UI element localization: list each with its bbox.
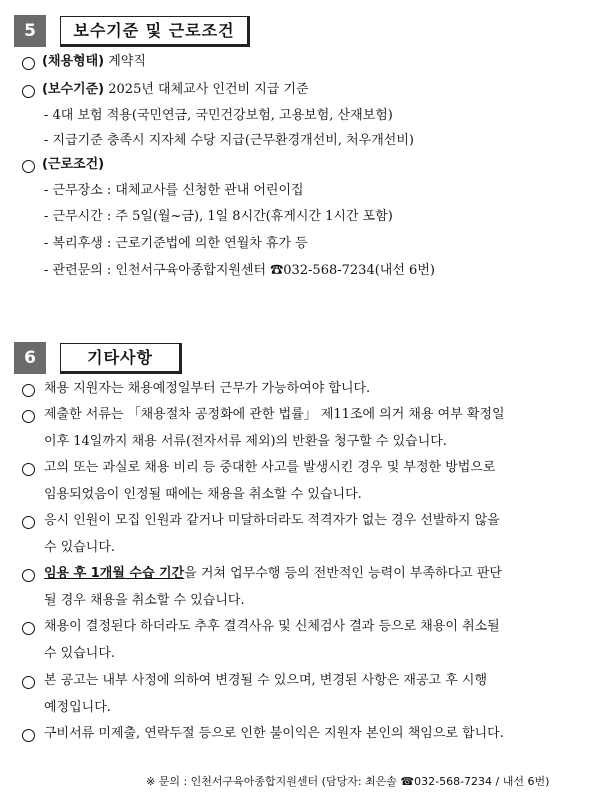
bullet-circle-icon (22, 85, 35, 98)
bullet-circle-icon (22, 160, 35, 173)
note-4-line-1: 응시 인원이 모집 인원과 같거나 미달하더라도 적격자가 없는 경우 선발하지 않을 (44, 513, 500, 528)
bullet-circle-icon (22, 569, 35, 582)
pay-sub-insurance: - 4대 보험 적용(국민연금, 국민건강보험, 고용보험, 산재보험) (44, 108, 393, 123)
cond-contact: - 관련문의 : 인천서구육아종합지원센터 ☎032-568-7234(내선 6번) (44, 263, 435, 278)
pay-standard-value: 2025년 대체교사 인건비 지급 기준 (104, 82, 309, 97)
note-8: 구비서류 미제출, 연락두절 등으로 인한 불이익은 지원자 본인의 책임으로 합니다. (44, 726, 504, 741)
employment-type-label: (채용형태) (42, 54, 105, 69)
note-6-line-1: 채용이 결정된다 하더라도 추후 결격사유 및 신체검사 결과 등으로 채용이 취소될 (44, 619, 500, 634)
bullet-circle-icon (22, 622, 35, 635)
note-2-line-1: 제출한 서류는 「채용절차 공정화에 관한 법률」 제11조에 의거 채용 여부 확정일 (44, 407, 505, 422)
section-6-number: 6 (14, 342, 46, 374)
bullet-circle-icon (22, 57, 35, 70)
cond-benefits: - 복리후생 : 근로기준법에 의한 연월차 휴가 등 (44, 236, 308, 251)
employment-type-line (42, 53, 146, 71)
probation-period-highlight: 임용 후 1개월 수습 기간 (44, 566, 185, 581)
bullet-circle-icon (22, 384, 35, 397)
note-3-line-2: 임용되었음이 인정될 때에는 채용을 취소할 수 있습니다. (44, 487, 362, 502)
employment-type-value: 계약직 (104, 54, 146, 69)
cond-workplace: - 근무장소 : 대체교사를 신청한 관내 어린이집 (44, 183, 304, 198)
note-6-line-2: 수 있습니다. (44, 646, 116, 661)
note-4-line-2: 수 있습니다. (44, 540, 116, 555)
note-1: 채용 지원자는 채용예정일부터 근무가 가능하여야 합니다. (44, 381, 371, 396)
section-5-number: 5 (14, 15, 46, 47)
note-5-line-1 (44, 565, 502, 583)
bullet-circle-icon (22, 410, 35, 423)
work-conditions-label: (근로조건) (42, 157, 105, 172)
note-3-line-1: 고의 또는 과실로 채용 비리 등 중대한 사고를 발생시킨 경우 및 부정한 방법으로 (44, 460, 496, 475)
footer-contact: ※ 문의 : 인천서구육아종합지원센터 (담당자: 최은솔 ☎032-568-7234 / 내선 6번) (146, 775, 550, 788)
bullet-circle-icon (22, 463, 35, 476)
note-5-text: 을 거쳐 업무수행 등의 전반적인 능력이 부족하다고 판단 (184, 566, 502, 581)
section-6-title: 기타사항 (60, 343, 182, 374)
pay-standard-label: (보수기준) (42, 82, 105, 97)
note-7-line-2: 예정입니다. (44, 700, 111, 715)
pay-sub-allowance: - 지급기준 충족시 지자체 수당 지급(근무환경개선비, 처우개선비) (44, 133, 414, 148)
section-5-title: 보수기준 및 근로조건 (60, 16, 250, 47)
pay-standard-line (42, 81, 309, 99)
bullet-circle-icon (22, 516, 35, 529)
bullet-circle-icon (22, 676, 35, 689)
bullet-circle-icon (22, 729, 35, 742)
note-5-line-2: 될 경우 채용을 취소할 수 있습니다. (44, 593, 245, 608)
note-7-line-1: 본 공고는 내부 사정에 의하여 변경될 수 있으며, 변경된 사항은 재공고 후 시행 (44, 673, 488, 688)
cond-hours: - 근무시간 : 주 5일(월~금), 1일 8시간(휴게시간 1시간 포함) (44, 209, 393, 224)
note-2-line-2: 이후 14일까지 채용 서류(전자서류 제외)의 반환을 청구할 수 있습니다. (44, 434, 447, 449)
